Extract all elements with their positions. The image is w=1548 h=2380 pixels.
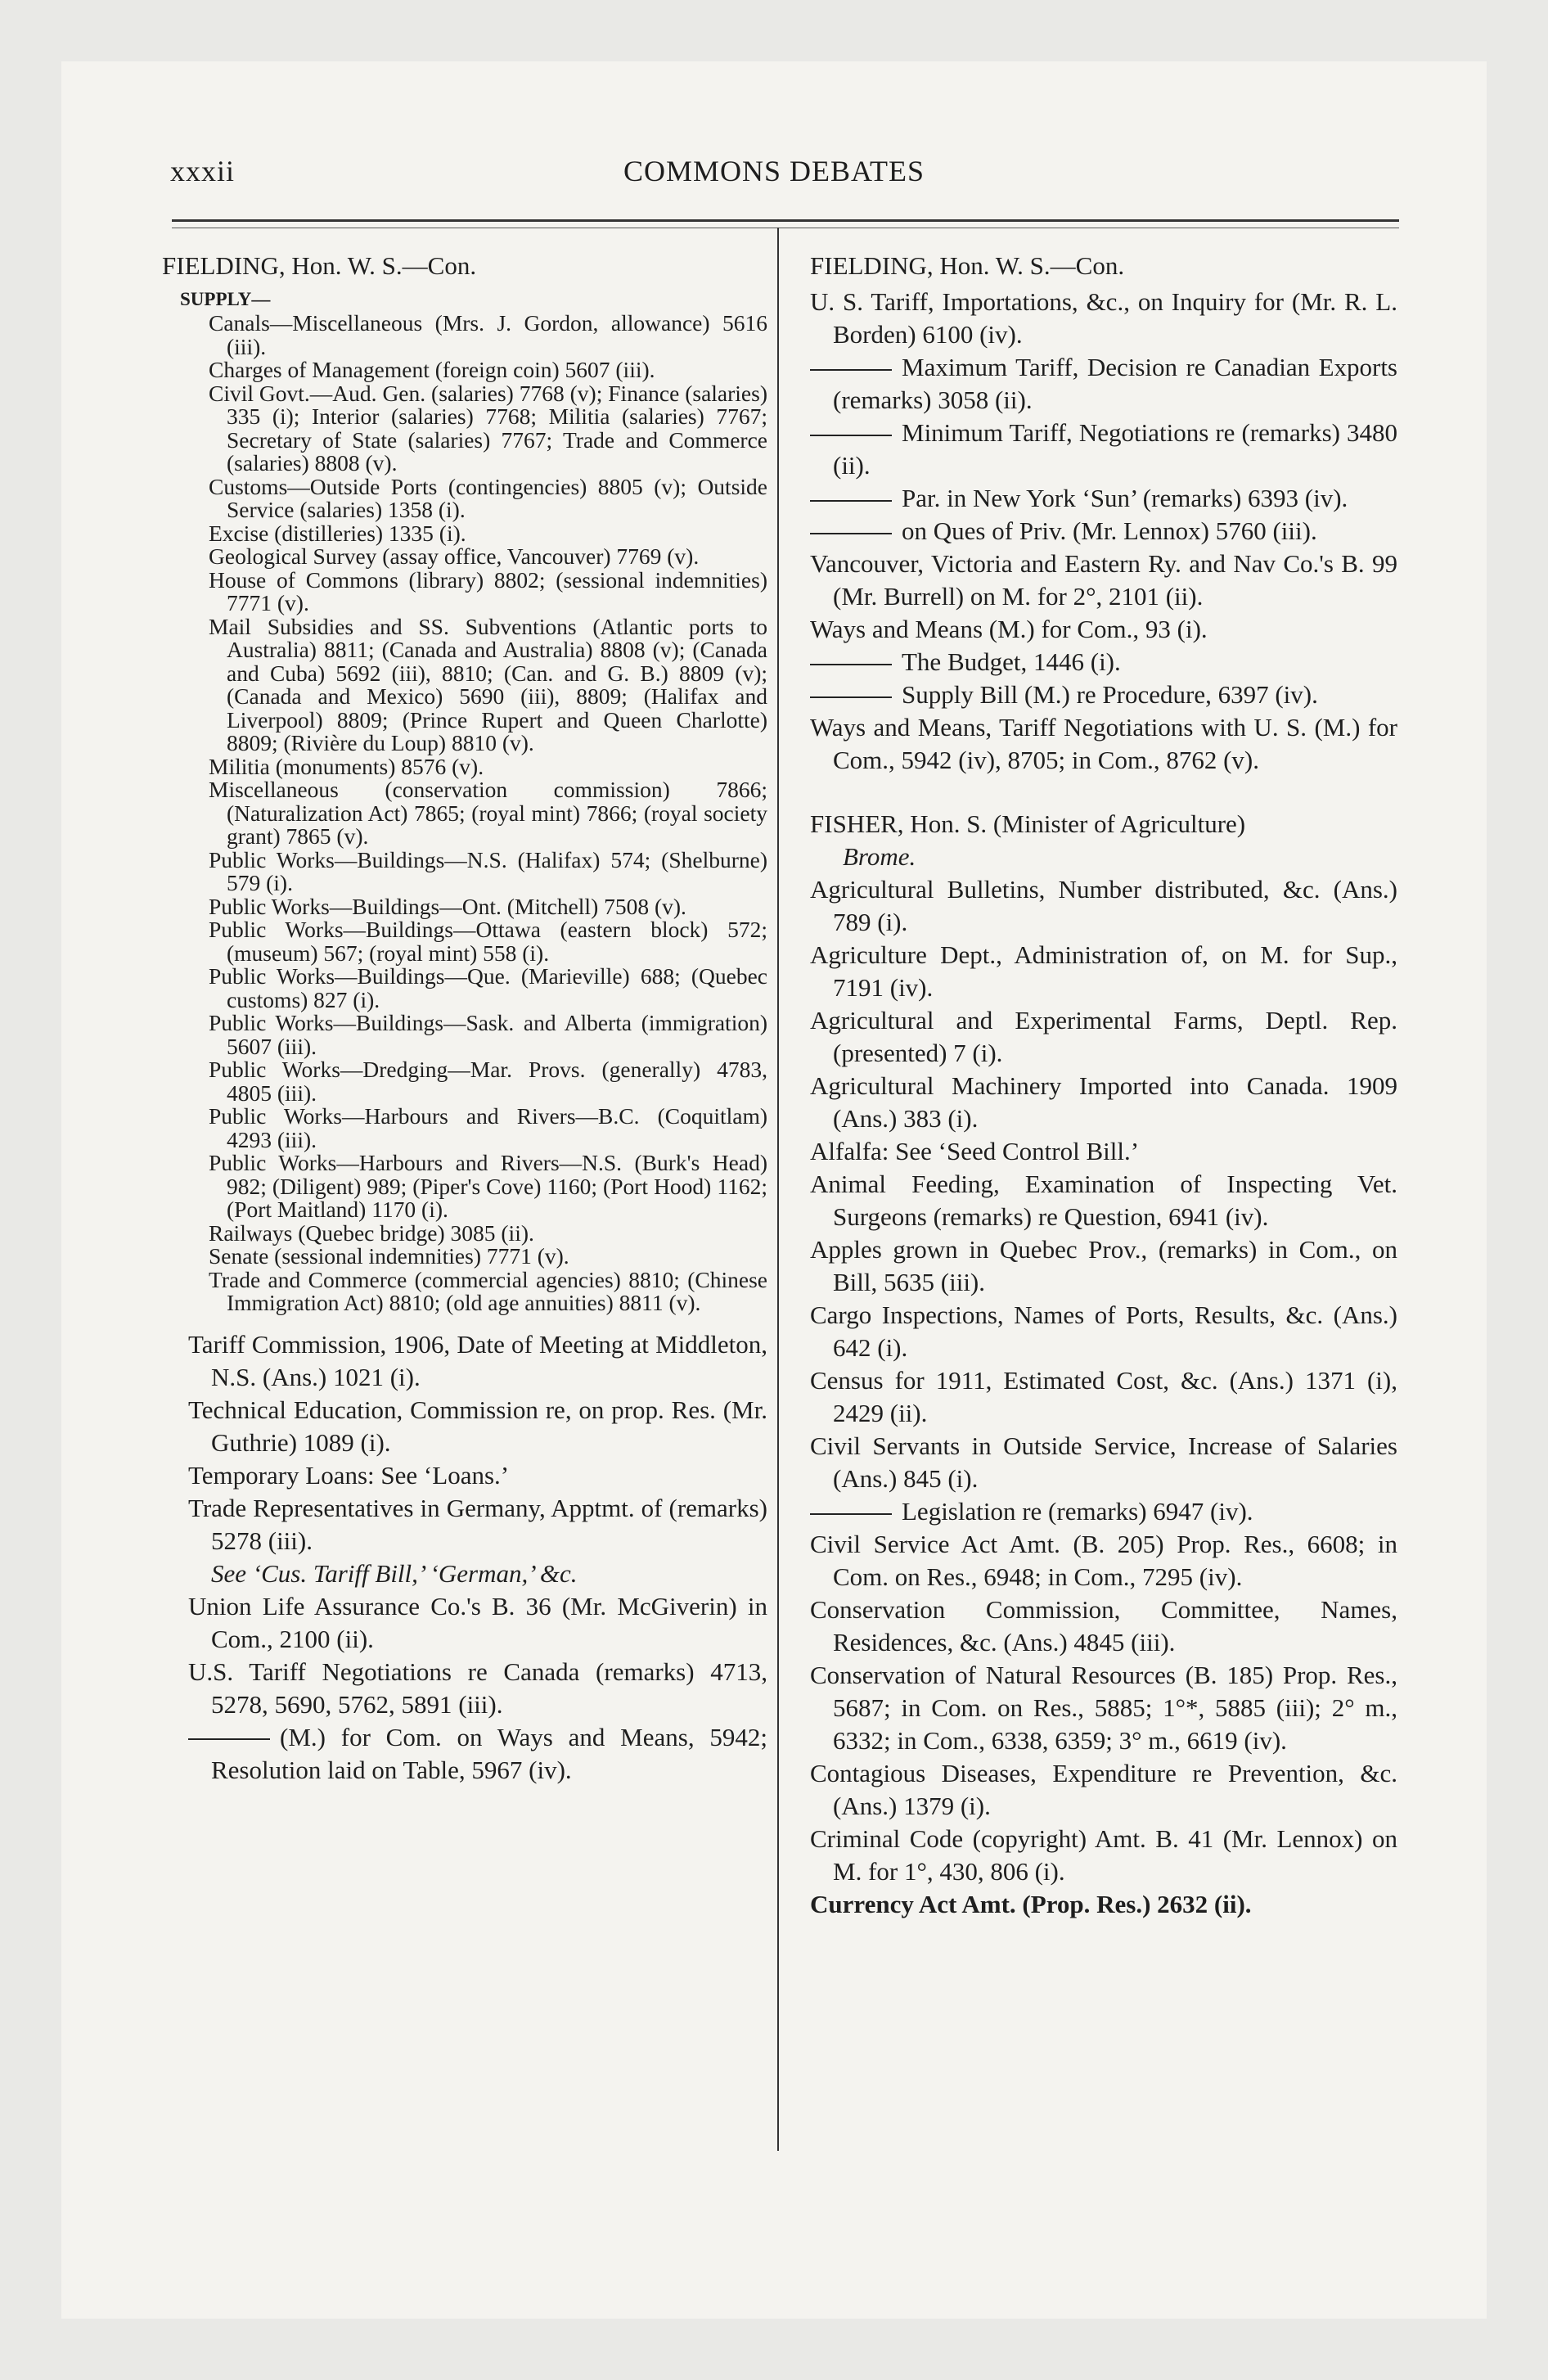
list-item: Canals—Miscellaneous (Mrs. J. Gordon, allowance) 5616 (iii). <box>209 310 767 359</box>
list-item: Ways and Means, Tariff Negotiations with U. S. (M.) for Com., 5942 (iv), 8705; in Com., 8762 (v). <box>810 713 1397 774</box>
list-item: Trade Representatives in Germany, Apptmt. of (remarks) 5278 (iii). <box>188 1493 767 1555</box>
list-item <box>810 1495 1397 1528</box>
list-item: Alfalfa: See ‘Seed Control Bill.’ <box>810 1137 1140 1165</box>
ditto-dash <box>810 435 892 436</box>
list-item: Public Works—Dredging—Mar. Provs. (generally) 4783, 4805 (iii). <box>209 1057 767 1106</box>
list-item: Animal Feeding, Examination of Inspecting Vet. Surgeons (remarks) re Question, 6941 (iv). <box>810 1170 1397 1231</box>
page-number: xxxii <box>170 155 236 187</box>
list-item: Agricultural Bulletins, Number distributed, &c. (Ans.) 789 (i). <box>810 875 1397 936</box>
ditto-dash <box>810 664 892 665</box>
supply-subheading: SUPPLY— <box>180 289 271 309</box>
list-item: Railways (Quebec bridge) 3085 (ii). <box>209 1219 534 1246</box>
list-item <box>810 351 1397 417</box>
ditto-dash <box>810 369 892 371</box>
constituency: Brome. <box>843 842 916 871</box>
list-item-text: Par. in New York ‘Sun’ (remarks) 6393 (iv). <box>902 484 1348 512</box>
list-item: Trade and Commerce (commercial agencies) 8810; (Chinese Immigration Act) 8810; (old age annuities) 8811 (v). <box>209 1266 767 1315</box>
ditto-dash <box>810 1513 892 1515</box>
list-item: Contagious Diseases, Expenditure re Prevention, &c. (Ans.) 1379 (i). <box>810 1759 1397 1820</box>
entry-heading: FIELDING, Hon. W. S.—Con. <box>810 251 1125 280</box>
list-item: Public Works—Buildings—Ottawa (eastern block) 572; (museum) 567; (royal mint) 558 (i). <box>209 917 767 966</box>
list-item: Ways and Means (M.) for Com., 93 (i). <box>810 615 1208 643</box>
list-item: Conservation Commission, Committee, Names, Residences, &c. (Ans.) 4845 (iii). <box>810 1595 1397 1657</box>
list-item <box>810 646 1397 678</box>
list-item <box>810 482 1397 515</box>
list-item: Public Works—Buildings—Que. (Marieville) 688; (Quebec customs) 827 (i). <box>209 963 767 1012</box>
list-item: Geological Survey (assay office, Vancouver) 7769 (v). <box>209 543 700 569</box>
supply-list <box>162 312 767 1315</box>
list-item: Vancouver, Victoria and Eastern Ry. and Nav Co.'s B. 99 (Mr. Burrell) on M. for 2°, 2101 (ii). <box>810 549 1397 611</box>
ditto-dash <box>810 533 892 534</box>
list-item <box>188 1721 767 1787</box>
right-column <box>810 250 1397 1921</box>
list-item: Excise (distilleries) 1335 (i). <box>209 520 466 546</box>
list-item-text: Maximum Tariff, Decision re Canadian Exports (remarks) 3058 (ii). <box>833 353 1397 414</box>
list-item: Senate (sessional indemnities) 7771 (v). <box>209 1243 569 1269</box>
list-item: Technical Education, Commission re, on prop. Res. (Mr. Guthrie) 1089 (i). <box>188 1395 767 1457</box>
list-item: Customs—Outside Ports (contingencies) 8805 (v); Outside Service (salaries) 1358 (i). <box>209 473 767 522</box>
list-item: Criminal Code (copyright) Amt. B. 41 (Mr. Lennox) on M. for 1°, 430, 806 (i). <box>810 1824 1397 1886</box>
page-header <box>0 154 1548 195</box>
list-item-text: The Budget, 1446 (i). <box>902 647 1121 676</box>
list-item <box>810 417 1397 482</box>
list-item <box>810 678 1397 711</box>
list-item: House of Commons (library) 8802; (sessional indemnities) 7771 (v). <box>209 566 767 615</box>
list-item: Public Works—Harbours and Rivers—N.S. (Burk's Head) 982; (Diligent) 989; (Piper's Cove) 1160; (Port Hood) 1162; (Port Maitland) 1170 (i). <box>209 1150 767 1222</box>
left-column <box>162 250 767 1787</box>
list-item: Public Works—Harbours and Rivers—B.C. (Coquitlam) 4293 (iii). <box>209 1103 767 1152</box>
list-item: Miscellaneous (conservation commission) 7866; (Naturalization Act) 7865; (royal mint) 7866; (royal society grant) 7865 (v). <box>209 777 767 849</box>
list-item: Agricultural and Experimental Farms, Deptl. Rep. (presented) 7 (i). <box>810 1006 1397 1067</box>
list-item-text: on Ques of Priv. (Mr. Lennox) 5760 (iii). <box>902 516 1317 545</box>
list-item: Apples grown in Quebec Prov., (remarks) in Com., on Bill, 5635 (iii). <box>810 1235 1397 1296</box>
list-item: Agricultural Machinery Imported into Canada. 1909 (Ans.) 383 (i). <box>810 1071 1397 1133</box>
list-item <box>810 515 1397 548</box>
list-item: Public Works—Buildings—Ont. (Mitchell) 7508 (v). <box>209 893 686 919</box>
list-item: Union Life Assurance Co.'s B. 36 (Mr. McGiverin) in Com., 2100 (ii). <box>188 1591 767 1653</box>
header-rule <box>172 219 1399 222</box>
entry-heading: FIELDING, Hon. W. S.—Con. <box>162 251 477 280</box>
list-item: Census for 1911, Estimated Cost, &c. (Ans.) 1371 (i), 2429 (ii). <box>810 1366 1397 1427</box>
list-item-text: Supply Bill (M.) re Procedure, 6397 (iv). <box>902 680 1318 709</box>
list-item: See ‘Cus. Tariff Bill,’ ‘German,’ &c. <box>211 1558 578 1588</box>
list-item-text: Legislation re (remarks) 6947 (iv). <box>902 1497 1253 1526</box>
list-item: U.S. Tariff Negotiations re Canada (remarks) 4713, 5278, 5690, 5762, 5891 (iii). <box>188 1657 767 1719</box>
list-item: Tariff Commission, 1906, Date of Meeting at Middleton, N.S. (Ans.) 1021 (i). <box>188 1329 767 1391</box>
list-item: U. S. Tariff, Importations, &c., on Inquiry for (Mr. R. L. Borden) 6100 (iv). <box>810 287 1397 349</box>
running-title: COMMONS DEBATES <box>623 155 925 187</box>
list-item: Conservation of Natural Resources (B. 185) Prop. Res., 5687; in Com. on Res., 5885; 1°*, 5885 (iii); 2° m., 6332; in Com., 6338, 6359; 3° m., 6619 (iv). <box>810 1661 1397 1755</box>
list-item: Currency Act Amt. (Prop. Res.) 2632 (ii). <box>810 1890 1252 1918</box>
list-item: Cargo Inspections, Names of Ports, Results, &c. (Ans.) 642 (i). <box>810 1300 1397 1362</box>
list-item: Mail Subsidies and SS. Subventions (Atlantic ports to Australia) 8811; (Canada and Australia) 8808 (v); (Canada and Cuba) 5692 (iii), 8810; (Can. and G. B.) 8809 (v); (Canada and Mexico) 5690 (iii), 8809; (Halifax and Liverpool) 8809; (Prince Rupert and Queen Charlotte) 8809; (Rivière du Loup) 8810 (v). <box>209 613 767 755</box>
ditto-dash <box>188 1738 270 1740</box>
list-item: Civil Servants in Outside Service, Increase of Salaries (Ans.) 845 (i). <box>810 1431 1397 1493</box>
list-item: Civil Govt.—Aud. Gen. (salaries) 7768 (v); Finance (salaries) 335 (i); Interior (salaries) 7768; Militia (salaries) 7767; Secretary of State (salaries) 7767; Trade and Commerce (salaries) 8808 (v). <box>209 380 767 476</box>
list-item-text: (M.) for Com. on Ways and Means, 5942; Resolution laid on Table, 5967 (iv). <box>211 1722 767 1784</box>
entry-heading-fisher: FISHER, Hon. S. (Minister of Agriculture) <box>810 809 1246 838</box>
list-item: Militia (monuments) 8576 (v). <box>209 753 484 779</box>
list-item: Temporary Loans: See ‘Loans.’ <box>188 1460 510 1490</box>
list-item: Public Works—Buildings—Sask. and Alberta (immigration) 5607 (iii). <box>209 1010 767 1059</box>
column-divider <box>777 228 779 2151</box>
list-item: Agriculture Dept., Administration of, on M. for Sup., 7191 (iv). <box>810 940 1397 1002</box>
list-item-text: Minimum Tariff, Negotiations re (remarks) 3480 (ii). <box>833 418 1397 480</box>
list-item: Public Works—Buildings—N.S. (Halifax) 574; (Shelburne) 579 (i). <box>209 846 767 895</box>
ditto-dash <box>810 696 892 698</box>
ditto-dash <box>810 500 892 502</box>
list-item: Charges of Management (foreign coin) 5607 (iii). <box>209 357 655 382</box>
list-item: Civil Service Act Amt. (B. 205) Prop. Res., 6608; in Com. on Res., 6948; in Com., 7295 (iv). <box>810 1530 1397 1591</box>
